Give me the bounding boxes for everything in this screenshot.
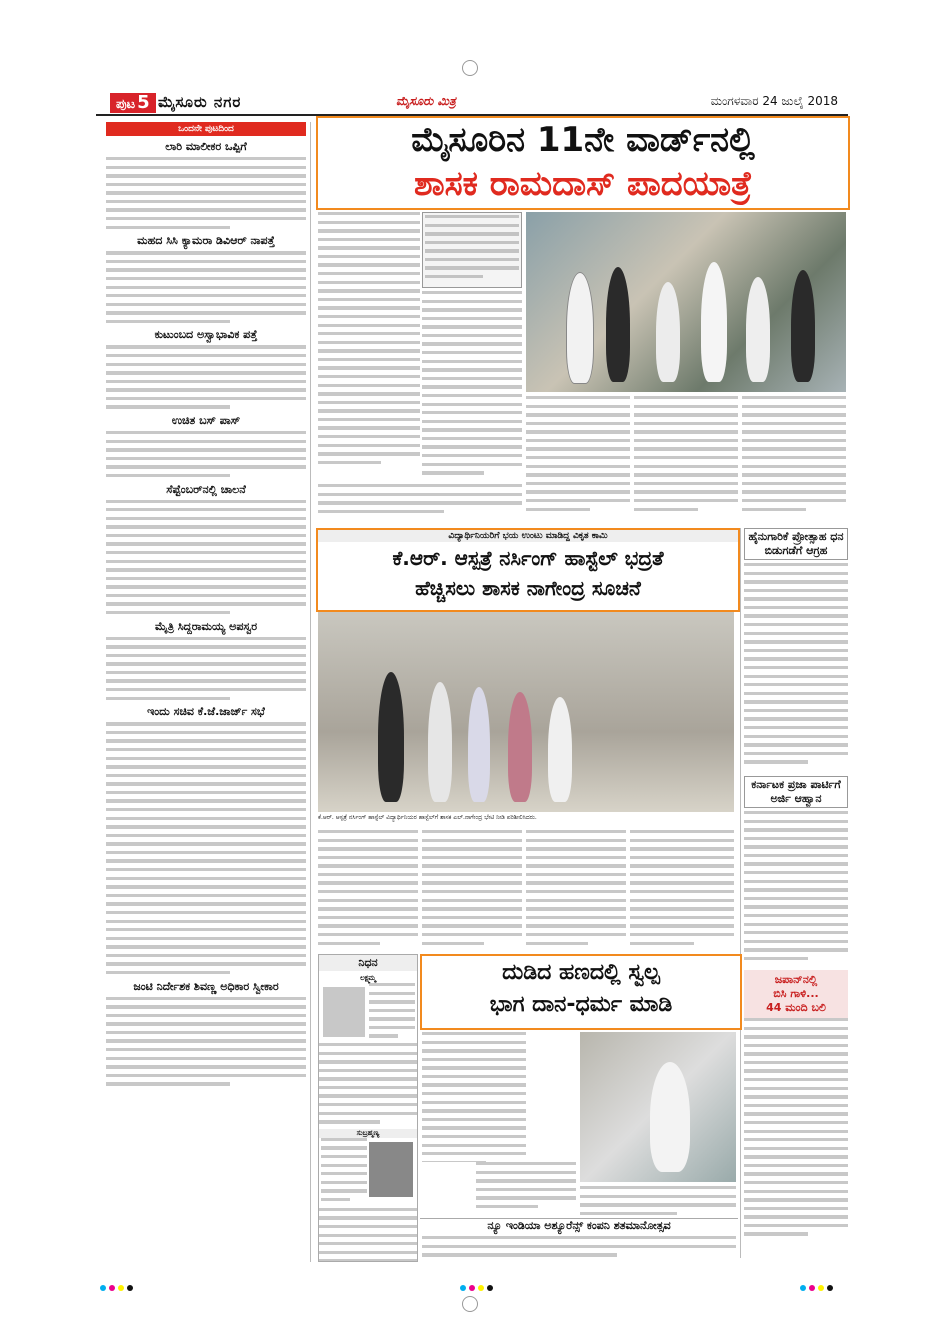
body-text	[526, 830, 626, 945]
left-story-title: ಇಂದು ಸಚಿವ ಕೆ.ಜೆ.ಜಾರ್ಜ್ ಸಭೆ	[147, 705, 265, 719]
story2-title-line2: ಹೆಚ್ಚಿಸಲು ಶಾಸಕ ನಾಗೇಂದ್ರ ಸೂಚನೆ	[415, 576, 641, 600]
continued-banner: ಒಂದನೇ ಪುಟದಿಂದ	[106, 122, 306, 136]
story3-headline	[420, 954, 742, 1030]
lead-title-line1: ಮೈಸೂರಿನ 11ನೇ ವಾರ್ಡ್‌ನಲ್ಲಿ	[411, 120, 755, 160]
body-text	[422, 830, 522, 945]
story2-photo	[318, 612, 734, 812]
story3-text-col1	[422, 1032, 526, 1162]
story2-caption: ಕೆ.ಆರ್. ಆಸ್ಪತ್ರೆ ನರ್ಸಿಂಗ್ ಹಾಸ್ಟೆಲ್ ವಿದ್ಯಾರ್ಥಿನಿಯರ ಹಾಸ್ಟೆಲ್‌ಗೆ ಶಾಸಕ ಎಲ್.ನಾಗೇಂದ್ರ ಭೇಟಿ ನೀಡಿ ಪರಿಶೀಲಿಸಿದರು.	[318, 814, 537, 821]
left-story-title: ಲಾರಿ ಮಾಲೀಕರ ಒಪ್ಪಿಗೆ	[165, 140, 247, 153]
lead-text-col4	[634, 396, 738, 516]
lead-photo	[526, 212, 846, 392]
obituary-photo1	[323, 987, 365, 1037]
lead-headline	[316, 116, 850, 210]
body-text	[106, 637, 306, 700]
body-text	[422, 291, 522, 475]
body-text	[319, 1208, 417, 1262]
body-text	[106, 431, 306, 477]
story2-text-col3	[526, 830, 626, 950]
body-text	[369, 983, 415, 1038]
story2-kicker: ವಿದ್ಯಾರ್ಥಿನಿಯರಿಗೆ ಭಯ ಉಂಟು ಮಾಡಿದ್ದ ವಿಕೃತ ಕಾಮಿ	[318, 530, 738, 542]
body-text	[634, 396, 738, 511]
left-story-title: ಜಂಟಿ ನಿರ್ದೇಶಕ ಶಿವಣ್ಣ ಅಧಿಕಾರ ಸ್ವೀಕಾರ	[133, 979, 279, 993]
obituary-title: ನಿಧನ	[319, 955, 417, 971]
body-text	[422, 1032, 526, 1162]
body-text	[106, 345, 306, 408]
body-text	[106, 997, 306, 1086]
story3-title-line1: ದುಡಿದ ಹಣದಲ್ಲಿ ಸ್ವಲ್ಪ	[502, 960, 660, 985]
body-text	[526, 396, 630, 511]
body-text	[630, 830, 734, 945]
obituary-photo2	[369, 1142, 413, 1197]
body-text	[742, 396, 846, 511]
page-label: ಪುಟ	[116, 97, 136, 112]
story4-title: ನ್ಯೂ ಇಂಡಿಯಾ ಅಶ್ಯೂರೆನ್ಸ್ ಕಂಪನಿ ಶತಮಾನೋತ್ಸವ	[487, 1219, 671, 1232]
body-text	[744, 563, 848, 764]
body-text	[106, 500, 306, 615]
page-number-badge	[110, 93, 156, 113]
right-box-party	[744, 776, 848, 966]
left-story-title: ಕುಟುಂಬದ ಅಸ್ವಾಭಾವಿಕ ಪತ್ತೆ	[154, 328, 258, 342]
body-text	[318, 830, 418, 945]
newspaper-page	[96, 92, 848, 1272]
body-text	[476, 1162, 576, 1208]
body-text	[744, 811, 848, 960]
obituary-person2: ಸುಬ್ರಹ್ಮಣ್ಯ	[319, 1129, 417, 1138]
left-column	[106, 122, 306, 1262]
story2-headline	[316, 528, 740, 612]
left-story-title: ಮಹದ ಸಿಸಿ ಕ್ಯಾಮರಾ ಡಿವಿಆರ್ ನಾಪತ್ತೆ	[137, 234, 275, 248]
lead-text-col6	[742, 396, 846, 516]
story4-text	[422, 1236, 736, 1262]
japan-title-line3: 44 ಮಂದಿ ಬಲಿ	[766, 1001, 826, 1014]
lead-title-line2: ಶಾಸಕ ರಾಮದಾಸ್ ಪಾದಯಾತ್ರೆ	[413, 164, 752, 204]
body-text	[422, 1236, 736, 1257]
body-text	[318, 484, 522, 513]
japan-title-line2: ಬಿಸಿ ಗಾಳಿ...	[773, 987, 819, 1000]
story3-photo	[580, 1032, 736, 1182]
story2-text-col4	[630, 830, 734, 950]
page-number: 5	[137, 92, 150, 113]
body-text	[744, 1018, 848, 1236]
story3-text-col2	[476, 1162, 576, 1212]
right-box-dairy	[744, 528, 848, 772]
section-name: ಮೈಸೂರು ನಗರ	[158, 93, 242, 111]
body-text	[106, 722, 306, 974]
lead-text-col3	[526, 396, 630, 516]
body-text	[318, 212, 420, 464]
body-text	[425, 215, 519, 278]
story2-title-line1: ಕೆ.ಆರ್. ಆಸ್ಪತ್ರೆ ನರ್ಸಿಂಗ್ ಹಾಸ್ಟೆಲ್ ಭದ್ರತೆ	[392, 546, 664, 570]
body-text	[106, 157, 306, 229]
body-text	[580, 1186, 736, 1215]
page-header	[96, 92, 848, 116]
story2-text-col1	[318, 830, 418, 950]
right-box-japan	[744, 970, 848, 1260]
lead-text-col-lower	[318, 484, 522, 524]
body-text	[106, 251, 306, 323]
lead-text-col1	[318, 212, 420, 482]
right-box-party-title: ಕರ್ನಾಟಕ ಪ್ರಜಾ ಪಾರ್ಟಿಗೆ ಅರ್ಜಿ ಆಹ್ವಾನ	[744, 776, 848, 808]
obituary-person1: ಲಕ್ಷ್ಮಮ್ಮ	[360, 974, 376, 982]
masthead: ಮೈಸೂರು ಮಿತ್ರ	[396, 94, 456, 108]
lead-text-col2	[422, 212, 522, 482]
left-story-title: ಮೈತ್ರಿ ಸಿದ್ದರಾಮಯ್ಯ ಅಪಸ್ವರ	[154, 619, 258, 633]
left-story-title: ಉಚಿತ ಬಸ್ ಪಾಸ್	[171, 414, 241, 428]
body-text	[319, 1043, 417, 1124]
issue-date: ಮಂಗಳವಾರ 24 ಜುಲೈ 2018	[710, 94, 838, 108]
japan-title-line1: ಜಪಾನ್‌ನಲ್ಲಿ	[774, 973, 818, 986]
left-story-title: ಸೆಪ್ಟೆಂಬರ್‌ನಲ್ಲಿ ಚಾಲನೆ	[166, 482, 246, 496]
story4-headline	[420, 1218, 738, 1235]
obituary-box	[318, 954, 418, 1262]
story3-title-line2: ಭಾಗ ದಾನ-ಧರ್ಮ ಮಾಡಿ	[489, 992, 673, 1017]
story2-text-col2	[422, 830, 522, 950]
body-text	[321, 1138, 367, 1201]
right-box-dairy-title: ಹೈನುಗಾರಿಕೆ ಪ್ರೋತ್ಸಾಹ ಧನ ಬಿಡುಗಡೆಗೆ ಆಗ್ರಹ	[744, 528, 848, 560]
